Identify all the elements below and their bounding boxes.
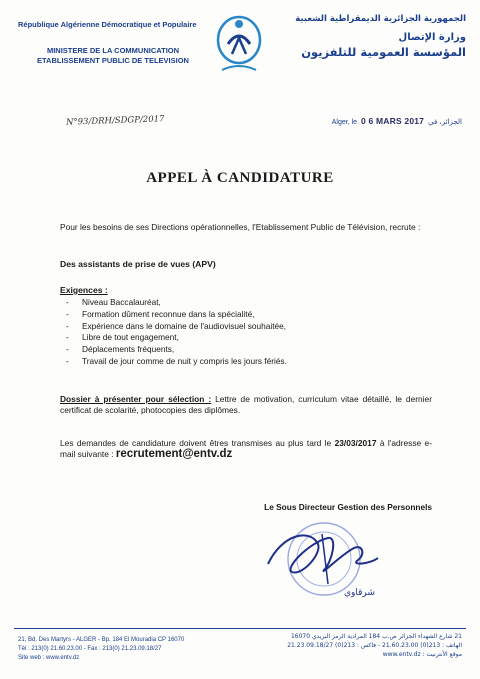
list-item: - Déplacements fréquents,: [62, 344, 434, 356]
republic-name-ar: الجمهورية الجزائرية الديمقراطية الشعبية: [295, 14, 466, 24]
deadline-date: 23/03/2017: [334, 438, 377, 448]
email-address: recrutement@entv.dz: [115, 448, 233, 460]
date-label-ar: الجزائر، في: [428, 118, 462, 126]
footer-divider: [14, 628, 466, 629]
document-title: APPEL À CANDIDATURE: [146, 170, 334, 186]
position-title: Des assistants de prise de vues (APV): [60, 259, 216, 269]
date-line: [332, 116, 462, 126]
footer-website-fr: Site web : www.entv.dz: [18, 655, 80, 661]
republic-name-fr: République Algérienne Démocratique et Populaire: [18, 20, 197, 29]
establishment-name-fr: ETABLISSEMENT PUBLIC DE TELEVISION: [37, 56, 189, 65]
dossier-paragraph: [60, 394, 432, 416]
dossier-text: Lettre de motivation, curriculum vitae détaillé, le dernier certificat de scolarité, photocopies des diplômes.: [60, 394, 432, 415]
list-item: - Expérience dans le domaine de l'audiovisuel souhaitée,: [62, 321, 434, 333]
footer-french: [18, 636, 184, 663]
ministry-name-ar: وزارة الإتصال: [398, 32, 466, 43]
date-label: Alger, le: [331, 119, 358, 126]
signer-title: Le Sous Directeur Gestion des Personnels: [264, 502, 432, 512]
signature-name-ar: شرقاوي: [344, 588, 375, 598]
header-french: [18, 20, 218, 66]
intro-paragraph: Pour les besoins de ses Directions opérationnelles, l'Etablissement Public de Télévision, recrute :: [60, 222, 421, 232]
entv-logo-icon: [214, 14, 264, 76]
dossier-label: Dossier à présenter pour sélection :: [60, 394, 212, 404]
requirements-title: Exigences :: [60, 285, 108, 295]
date-stamp: 0 6 MARS 2017: [361, 116, 425, 126]
list-item: - Libre de tout engagement,: [62, 332, 434, 344]
establishment-name-ar: المؤسسة العمومية للتلفزيون: [301, 45, 466, 59]
list-item: - Formation dûment reconnue dans la spécialité,: [62, 309, 434, 321]
deadline-text-1: Les demandes de candidature doivent êtres transmises au plus tard le: [60, 438, 335, 448]
footer-website-ar: موقع الأنترنيت : www.entv.dz: [382, 651, 462, 658]
footer-address-ar: 21 شارع الشهداء الجزائر ص.ب 184 المرادية الرمز البريدي 16070: [290, 633, 462, 640]
list-item: - Niveau Baccalauréat,: [62, 297, 434, 309]
footer-phone-ar: الهاتف : 213(0) 21.60.23.00 - فاكس : 213(0) 21.23.09.18/27: [287, 642, 462, 649]
deadline-text-2: à l'adresse e-mail suivante :: [60, 438, 432, 459]
reference-number: N°93/DRH/SDGP/2017: [65, 114, 165, 128]
deadline-paragraph: [60, 438, 432, 460]
header-arabic: [266, 14, 466, 59]
list-item: - Travail de jour comme de nuit y compris les jours fériés.: [62, 356, 434, 368]
ministry-name-fr: MINISTERE DE LA COMMUNICATION: [46, 46, 180, 55]
footer-address-fr: 21, Bd. Des Martyrs - ALGER - Bp. 184 El Mouradia CP 16070: [18, 637, 185, 643]
requirements-list: [62, 297, 434, 368]
footer-phone-fr: Tél : 213(0) 21.60.23.00 - Fax : 213(0) 21.23.09.18/27: [18, 646, 162, 652]
footer-arabic: [287, 632, 462, 659]
